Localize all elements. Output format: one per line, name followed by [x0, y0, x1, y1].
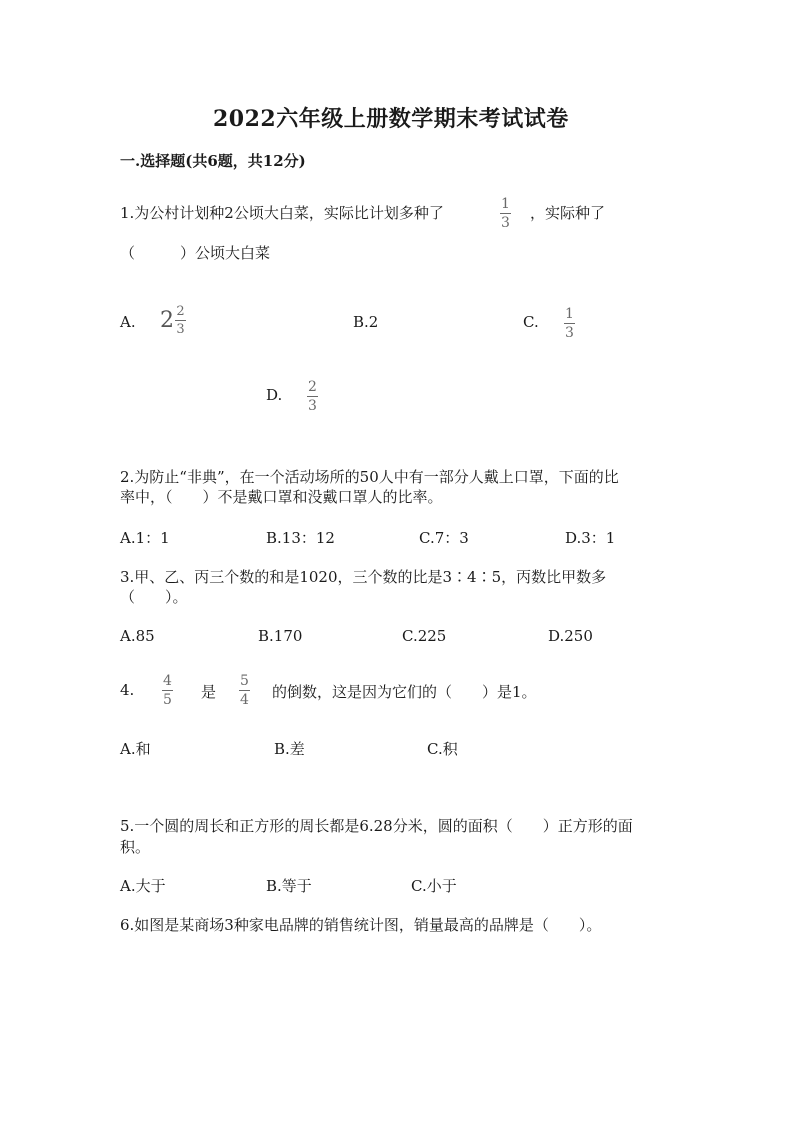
fraction-numerator: 5	[240, 673, 249, 689]
page-title: 2022六年级上册数学期末考试试卷	[213, 106, 569, 132]
question-3-line1: 3.甲、乙、丙三个数的和是1020，三个数的比是3∶4∶5，丙数比甲数多	[120, 568, 607, 586]
question-4-number: 4.	[120, 681, 135, 699]
question-5-option-c: C.小于	[411, 877, 457, 895]
fraction-bar	[564, 323, 575, 324]
question-1-option-c-label: C.	[523, 313, 539, 331]
question-5-option-a: A.大于	[120, 877, 166, 895]
question-1-option-a-value	[160, 305, 186, 336]
fraction-numerator: 1	[565, 306, 574, 322]
question-4-word: 是	[201, 683, 217, 701]
fraction-denominator: 3	[308, 398, 317, 414]
question-1-option-d-label: D.	[266, 386, 283, 404]
question-1-option-c-value	[564, 307, 575, 340]
question-1-option-d-value	[307, 380, 318, 413]
fraction-bar	[175, 320, 186, 321]
section-heading: 一.选择题(共6题，共12分)	[120, 152, 306, 170]
question-4-tail: 的倒数，这是因为它们的（ ）是1。	[272, 683, 537, 701]
fraction-denominator: 3	[501, 215, 510, 231]
question-3-line2: （ ）。	[120, 588, 188, 606]
question-3-option-c: C.225	[402, 627, 447, 645]
fraction-denominator: 4	[240, 692, 249, 708]
question-4-option-c: C.积	[427, 740, 458, 758]
mixed-whole: 2	[160, 308, 174, 333]
fraction-numerator: 2	[176, 304, 185, 319]
fraction-denominator: 3	[176, 322, 185, 337]
question-5-line1: 5.一个圆的周长和正方形的周长都是6.28分米，圆的面积（ ）正方形的面	[120, 817, 633, 835]
question-2-option-b: B.13：12	[266, 529, 335, 547]
question-4-option-b: B.差	[274, 740, 305, 758]
question-1-stem-part3: （ ）公顷大白菜	[120, 244, 271, 262]
question-3-option-a: A.85	[120, 627, 155, 645]
question-2-line1: 2.为防止“非典”，在一个活动场所的50人中有一部分人戴上口罩，下面的比	[120, 468, 619, 486]
question-2-option-a: A.1：1	[120, 529, 170, 547]
question-4-fraction-2	[239, 674, 250, 707]
fraction-numerator: 1	[501, 196, 510, 212]
fraction-bar	[500, 213, 511, 214]
fraction-denominator: 5	[163, 692, 172, 708]
fraction-numerator: 2	[308, 379, 317, 395]
fraction-denominator: 3	[565, 325, 574, 341]
question-1-stem-part2: ，实际种了	[530, 204, 606, 222]
question-1-option-b: B.2	[353, 313, 379, 331]
fraction-numerator: 4	[163, 673, 172, 689]
fraction-bar	[239, 690, 250, 691]
question-6-line1: 6.如图是某商场3种家电品牌的销售统计图，销量最高的品牌是（ ）。	[120, 916, 602, 934]
question-2-option-c: C.7：3	[419, 529, 469, 547]
question-3-option-b: B.170	[258, 627, 303, 645]
fraction-bar	[307, 396, 318, 397]
question-4-fraction-1	[162, 674, 173, 707]
fraction-bar	[162, 690, 173, 691]
question-1-option-a-label: A.	[120, 313, 136, 331]
question-2-option-d: D.3：1	[565, 529, 616, 547]
question-1-fraction	[500, 197, 511, 230]
question-5-option-b: B.等于	[266, 877, 312, 895]
question-5-line2: 积。	[120, 838, 151, 856]
question-3-option-d: D.250	[548, 627, 593, 645]
question-2-line2: 率中，（ ）不是戴口罩和没戴口罩人的比率。	[120, 488, 443, 506]
question-1-stem-part1: 1.为公村计划种2公顷大白菜，实际比计划多种了	[120, 204, 444, 222]
question-4-option-a: A.和	[120, 740, 151, 758]
